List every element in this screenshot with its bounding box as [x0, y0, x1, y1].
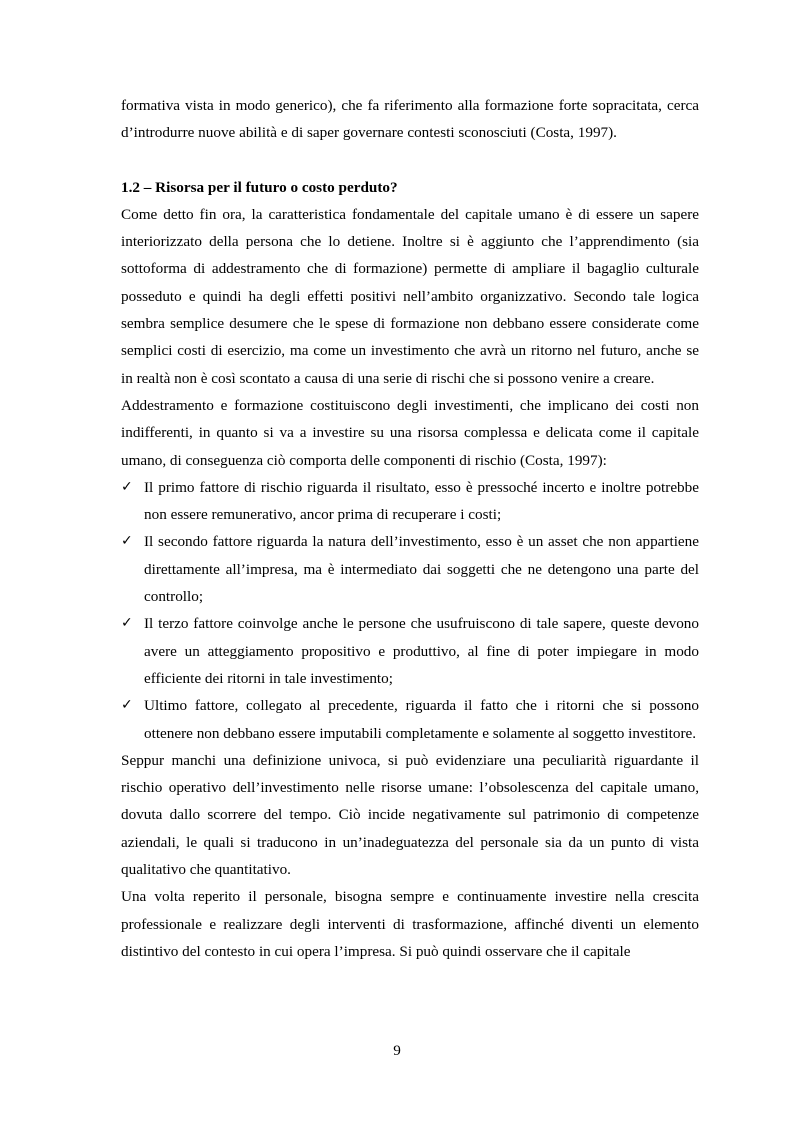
check-mark-icon: ✓ — [121, 697, 133, 714]
list-item — [121, 474, 699, 529]
list-item-text: Il terzo fattore coinvolge anche le persone che usufruiscono di tale sapere, queste devono avere un atteggiamento propositivo e produttivo, al fine di poter impiegare in modo efficiente dei ritorni in tale investimento; — [144, 615, 699, 687]
check-mark-icon: ✓ — [121, 615, 133, 632]
check-mark-icon: ✓ — [121, 478, 133, 495]
list-item-text: Il secondo fattore riguarda la natura dell’investimento, esso è un asset che non appartiene direttamente all’impresa, ma è intermediato dai soggetti che ne detengono una parte del controllo; — [144, 533, 699, 606]
list-item — [121, 528, 699, 610]
page-number: 9 — [393, 1042, 401, 1059]
body-paragraph-2: Addestramento e formazione costituiscono degli investimenti, che implicano dei costi non indifferenti, in quanto si va a investire su una risorsa complessa e delicata come il capitale umano, di conseguenza ciò comporta delle componenti di rischio (Costa, 1997): — [121, 396, 699, 469]
check-mark-icon: ✓ — [121, 533, 133, 550]
page-content — [121, 92, 699, 965]
body-paragraph-1: Come detto fin ora, la caratteristica fondamentale del capitale umano è di essere un sapere interiorizzato della persona che lo detiene. Inoltre si è aggiunto che l’apprendimento (sia sottoforma di addestramento che di formazione) permette di ampliare il bagaglio culturale posseduto e quindi ha degli effetti positivi nell’ambito organizzativo. Secondo tale logica sembra semplice desumere che le spese di formazione non debbano essere considerate come semplici costi di esercizio, ma come un investimento che avrà un ritorno nel futuro, anche se in realtà non è così scontato a causa di una serie di rischi che si possono venire a creare. — [121, 205, 699, 387]
list-item-text: Il primo fattore di rischio riguarda il risultato, esso è pressoché incerto e inoltre potrebbe non essere remunerativo, ancor prima di recuperare i costi; — [144, 478, 699, 524]
list-item — [121, 692, 699, 747]
risk-factor-list — [121, 474, 699, 747]
list-item — [121, 610, 699, 692]
section-heading: 1.2 – Risorsa per il futuro o costo perduto? — [121, 178, 398, 196]
body-paragraph-4: Una volta reperito il personale, bisogna sempre e continuamente investire nella crescita professionale e realizzare degli interventi di trasformazione, affinché diventi un elemento distintivo del contesto in cui opera l’impresa. Si può quindi osservare che il capitale — [121, 888, 699, 960]
intro-paragraph: formativa vista in modo generico), che fa riferimento alla formazione forte sopracitata, cerca d’introdurre nuove abilità e di saper governare contesti sconosciuti (Costa, 1997). — [121, 97, 699, 142]
list-item-text: Ultimo fattore, collegato al precedente, riguarda il fatto che i ritorni che si possono ottenere non debbano essere imputabili completamente e solamente al soggetto investitore. — [144, 697, 699, 742]
body-paragraph-3: Seppur manchi una definizione univoca, si può evidenziare una peculiarità riguardante il rischio operativo dell’investimento nelle risorse umane: l’obsolescenza del capitale umano, dovuta dallo scorrere del tempo. Ciò incide negativamente sul patrimonio di competenze aziendali, le quali si traducono in un’inadeguatezza del personale sia da un punto di vista qualitativo che quantitativo. — [121, 751, 699, 879]
